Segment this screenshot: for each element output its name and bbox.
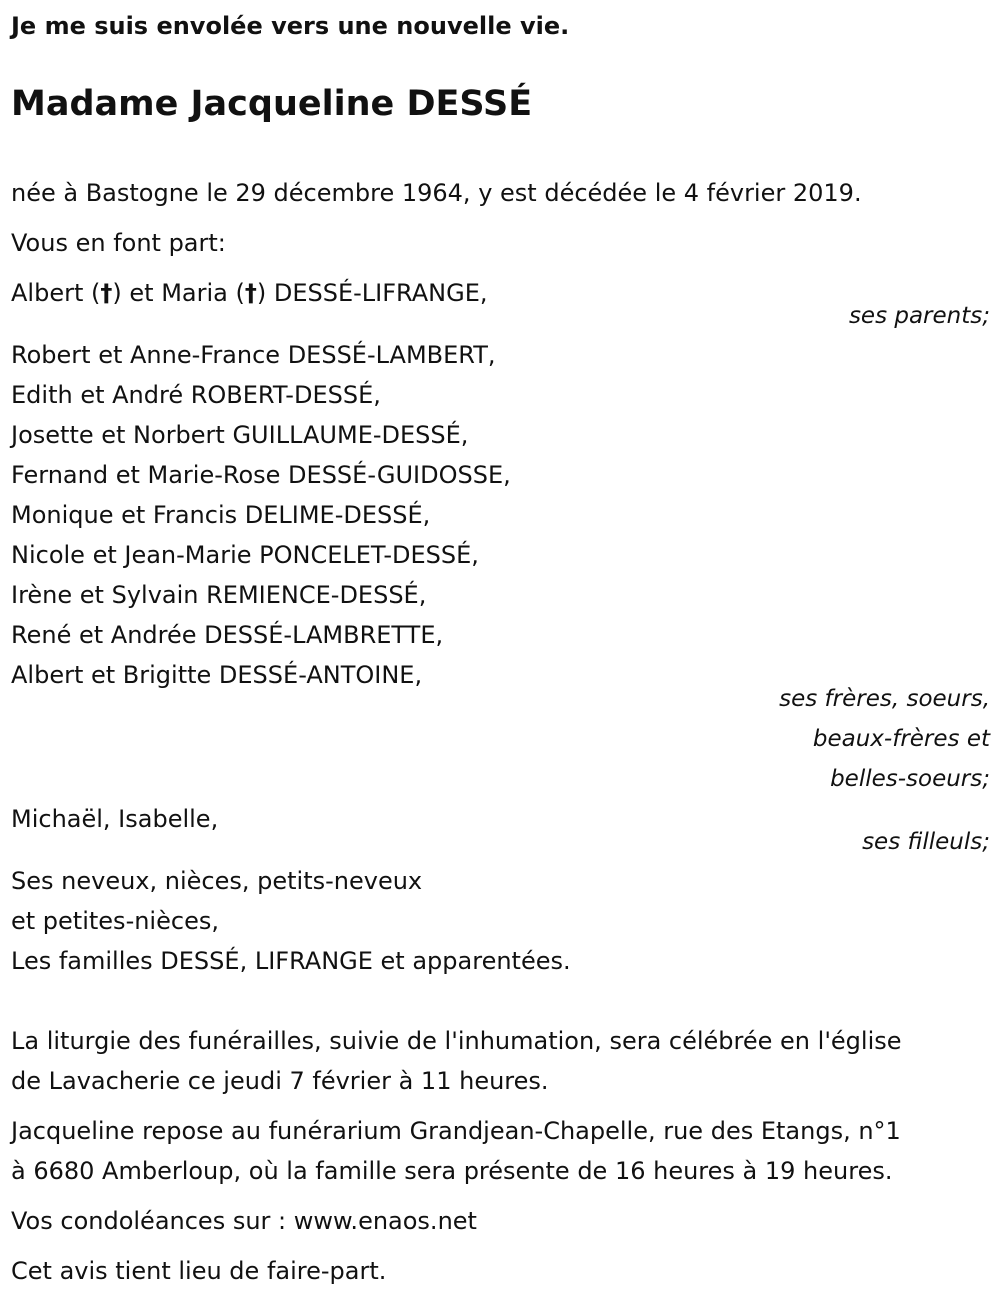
parents-line: Albert (†) et Maria (†) DESSÉ-LIFRANGE,: [11, 279, 488, 307]
list-item: Josette et Norbert GUILLAUME-DESSÉ,: [11, 421, 469, 449]
closing-line: Cet avis tient lieu de faire-part.: [11, 1257, 387, 1285]
cross-icon: †: [244, 279, 257, 307]
ceremony-line-1: La liturgie des funérailles, suivie de l'inhumation, sera célébrée en l'église: [11, 1027, 902, 1055]
list-item: René et Andrée DESSÉ-LAMBRETTE,: [11, 621, 444, 649]
condolences-line: Vos condoléances sur : www.enaos.net: [11, 1207, 477, 1235]
others-line-2: et petites-nièces,: [11, 907, 219, 935]
cross-icon: †: [100, 279, 113, 307]
parents-role: ses parents;: [848, 303, 990, 329]
parents-conjunction: et: [129, 279, 154, 307]
rest-line-1: Jacqueline repose au funérarium Grandjean-Chapelle, rue des Etangs, n°1: [11, 1117, 901, 1145]
parent-name-2: Maria: [161, 279, 228, 307]
parent-name-1: Albert: [11, 279, 84, 307]
announce-line: Vous en font part:: [11, 229, 226, 257]
siblings-list: [11, 340, 511, 700]
list-item: Robert et Anne-France DESSÉ-LAMBERT,: [11, 341, 496, 369]
list-item: Edith et André ROBERT-DESSÉ,: [11, 381, 381, 409]
list-item: Fernand et Marie-Rose DESSÉ-GUIDOSSE,: [11, 461, 511, 489]
others-line-3: Les familles DESSÉ, LIFRANGE et apparentées.: [11, 947, 571, 975]
epigraph: Je me suis envolée vers une nouvelle vie.: [11, 12, 570, 40]
ceremony-line-2: de Lavacherie ce jeudi 7 février à 11 heures.: [11, 1067, 549, 1095]
godchildren-role: ses filleuls;: [862, 829, 990, 855]
list-item: Irène et Sylvain REMIENCE-DESSÉ,: [11, 581, 427, 609]
list-item: Nicole et Jean-Marie PONCELET-DESSÉ,: [11, 541, 479, 569]
birth-death-line: née à Bastogne le 29 décembre 1964, y est décédée le 4 février 2019.: [11, 179, 862, 207]
siblings-role-line-2: beaux-frères et: [812, 726, 990, 752]
others-line-1: Ses neveux, nièces, petits-neveux: [11, 867, 423, 895]
siblings-role-line-1: ses frères, soeurs,: [779, 686, 990, 712]
siblings-role-line-3: belles-soeurs;: [830, 766, 990, 792]
godchildren-names: Michaël, Isabelle,: [11, 805, 219, 833]
list-item: Monique et Francis DELIME-DESSÉ,: [11, 501, 431, 529]
rest-line-2: à 6680 Amberloup, où la famille sera présente de 16 heures à 19 heures.: [11, 1157, 893, 1185]
list-item: Albert et Brigitte DESSÉ-ANTOINE,: [11, 661, 423, 689]
page-title: Madame Jacqueline DESSÉ: [11, 84, 533, 124]
parents-family-name: DESSÉ-LIFRANGE,: [273, 279, 488, 307]
